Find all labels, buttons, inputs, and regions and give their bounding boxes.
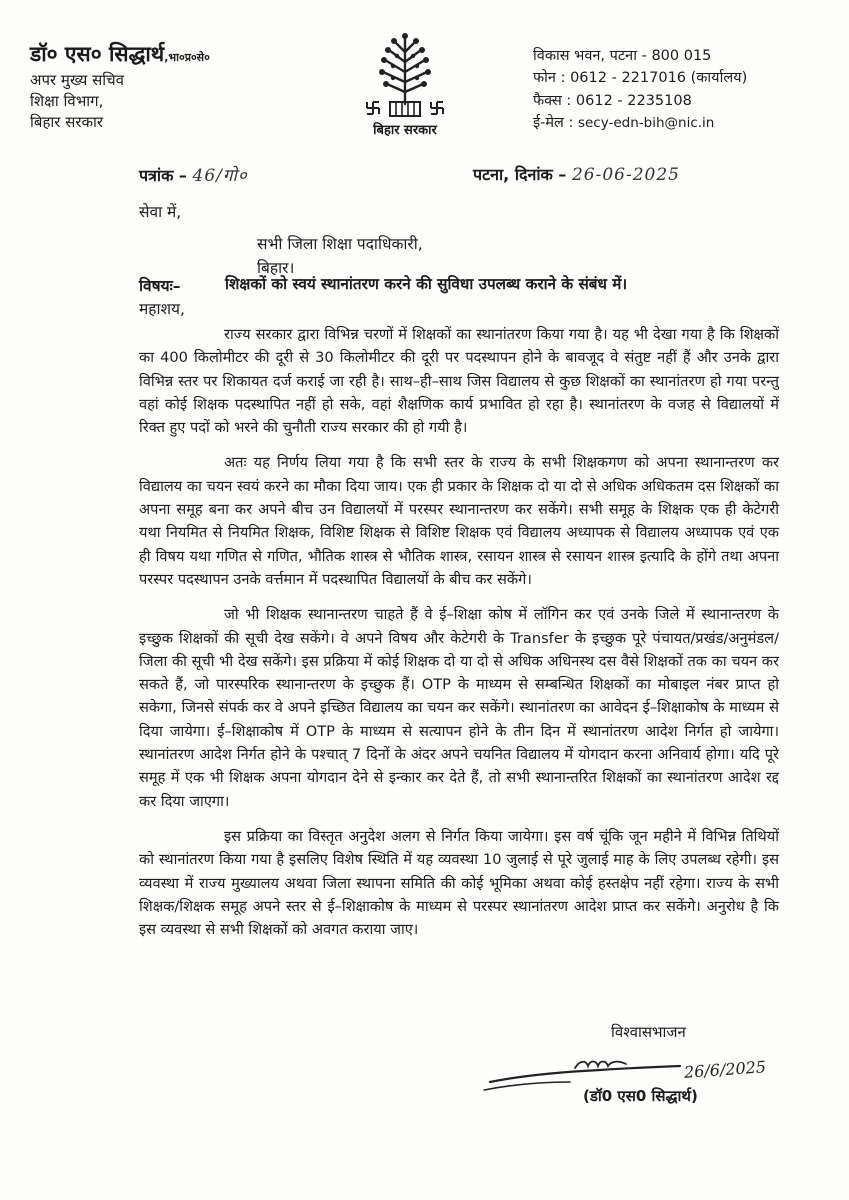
closing: विश्वासभाजन xyxy=(611,1023,686,1041)
sender-government: बिहार सरकार xyxy=(30,113,104,132)
bodhi-tree-emblem-icon xyxy=(357,26,453,122)
sender-degree: ,भा०प्र०से० xyxy=(164,51,210,64)
sender-name: डॉ० एस० सिद्धार्थ xyxy=(30,42,165,66)
subject-text: शिक्षकों को स्वयं स्थानांतरण करने की सुविधा उपलब्ध कराने के संबंध में। xyxy=(225,275,628,293)
paragraph-4: इस प्रक्रिया का विस्तृत अनुदेश अलग से निर्गत किया जायेगा। इस वर्ष चूंकि जून महीने में विभिन्न तिथियों को स्थानांतरण किया गया है इसलिए विशेष स्थिति में यह व्यवस्था 10 जुलाई से पूरे जुलाई माह के लिए उपलब्ध रहेगी। इस व्यवस्था में राज्य मुख्यालय अथवा जिला स्थापना समिति की कोई भूमिका अथवा कोई हस्तक्षेप नहीं रहेगा। राज्य के सभी शिक्षक/शिक्षक समूह अपने स्तर से ई–शिक्षाकोष के माध्यम से परस्पर स्थानांतरण आदेश प्राप्त कर सकेंगे। अनुरोध है कि इस व्यवस्था से सभी शिक्षकों को अवगत कराया जाए। xyxy=(139,827,779,939)
addressee-line-1: सभी जिला शिक्षा पदाधिकारी, xyxy=(257,235,423,253)
signee-name: (डॉ0 एस0 सिद्धार्थ) xyxy=(583,1087,698,1105)
emblem-caption: बिहार सरकार xyxy=(373,123,437,138)
sender-block xyxy=(30,40,210,134)
bihar-emblem xyxy=(357,26,453,138)
reference-label: पत्रांक – xyxy=(139,166,187,185)
reference-line xyxy=(139,163,248,186)
letter-body xyxy=(139,323,779,953)
office-address: विकास भवन, पटना - 800 015 xyxy=(533,48,712,64)
date-line xyxy=(473,163,680,185)
subject-label: विषयः– xyxy=(139,277,181,295)
sender-department: शिक्षा विभाग, xyxy=(30,92,104,111)
signature-date: 26/6/2025 xyxy=(683,1057,767,1082)
salutation: महाशय, xyxy=(139,300,185,318)
office-email: secy-edn-bih@nic.in xyxy=(577,115,715,132)
reference-number: 46/गो० xyxy=(192,166,248,186)
date-label: पटना, दिनांक – xyxy=(473,165,567,184)
contact-block xyxy=(533,45,747,135)
sender-designation: अपर मुख्य सचिव xyxy=(30,70,124,89)
email-label: ई-मेल : xyxy=(533,115,574,132)
date-value: 26-06-2025 xyxy=(571,165,680,185)
office-phone: फोन : 0612 - 2217016 (कार्यालय) xyxy=(533,70,748,87)
addressee-line-2: बिहार। xyxy=(257,259,295,278)
sender-name-line xyxy=(30,40,210,70)
to-label: सेवा में, xyxy=(139,203,182,221)
office-fax: फैक्स : 0612 - 2235108 xyxy=(533,92,692,109)
addressee xyxy=(257,232,423,280)
paragraph-3: जो भी शिक्षक स्थानान्तरण चाहते हैं वे ई–शिक्षा कोष में लॉगिन कर एवं उनके जिले में स्थानान्तरण के इच्छुक शिक्षकों की सूची देख सकेंगे। वे अपने विषय और केटेगरी के Transfer के इच्छुक पूरे पंचायत/प्रखंड/अनुमंडल/जिला की सूची भी देख सकेंगे। इस प्रक्रिया में कोई शिक्षक दो या दो से अधिक अधिनस्थ दस वैसे शिक्षकों तक का चयन कर सकते हैं, जो पारस्परिक स्थानान्तरण के इच्छुक हैं। OTP के माध्यम से सम्बन्धित शिक्षकों का मोबाइल नंबर प्राप्त हो सकेगा, जिनसे संपर्क कर वे अपने इच्छित विद्यालय का चयन कर सकेंगे। स्थानांतरण का आवेदन ई–शिक्षाकोष के माध्यम से दिया जायेगा। ई–शिक्षाकोष में OTP के माध्यम से सत्यापन होने के तीन दिन में स्थानांतरण आदेश निर्गत हो जायेगा। स्थानांतरण आदेश निर्गत होने के पश्चात् 7 दिनों के अंदर अपने चयनित विद्यालय में योगदान करना अनिवार्य होगा। यदि पूरे समूह में एक भी शिक्षक अपना योगदान देने से इन्कार कर देते हैं, तो सभी स्थानान्तरित शिक्षकों का स्थानांतरण आदेश रद्द कर दिया जाएगा। xyxy=(139,606,779,810)
paragraph-1: राज्य सरकार द्वारा विभिन्न चरणों में शिक्षकों का स्थानांतरण किया गया है। यह भी देखा गया है कि शिक्षकों का 400 किलोमीटर की दूरी से 30 किलोमीटर की दूरी पर पदस्थापन होने के बावजूद वे संतुष्ट नहीं हैं और उनके द्वारा विभिन्न स्तर पर शिकायत दर्ज कराई जा रही है। साथ–ही–साथ जिस विद्यालय से कुछ शिक्षकों का स्थानांतरण हो गया परन्तु वहां कोई शिक्षक पदस्थापित नहीं हो सके, वहां शैक्षणिक कार्य प्रभावित हो रहा है। स्थानांतरण के वजह से विद्यालयों में रिक्त हुए पदों को भरने की चुनौती राज्य सरकार की हो गयी है। xyxy=(139,326,779,437)
office-email-line xyxy=(533,112,747,134)
paragraph-2: अतः यह निर्णय लिया गया है कि सभी स्तर के राज्य के सभी शिक्षकगण को अपना स्थानान्तरण कर विद्यालय का चयन स्वयं करने का मौका दिया जाय। एक ही प्रकार के शिक्षक दो या दो से अधिक अधिकतम दस शिक्षकों का अपना समूह बना कर अपने बीच उन विद्यालयों में परस्पर स्थानान्तरण कर सकेंगे। सभी समूह के शिक्षक एक ही केटेगरी यथा नियमित से नियमित शिक्षक, विशिष्ट शिक्षक से विशिष्ट शिक्षक एवं विद्यालय अध्यापक से विद्यालय अध्यापक एवं एक ही विषय यथा गणित से गणित, भौतिक शास्त्र से भौतिक शास्त्र, रसायन शास्त्र से रसायन शास्त्र इत्यादि के होंगे तथा अपना परस्पर पदस्थापन उनके वर्त्तमान में पदस्थापित विद्यालयों के बीच कर सकेंगे। xyxy=(139,454,779,588)
